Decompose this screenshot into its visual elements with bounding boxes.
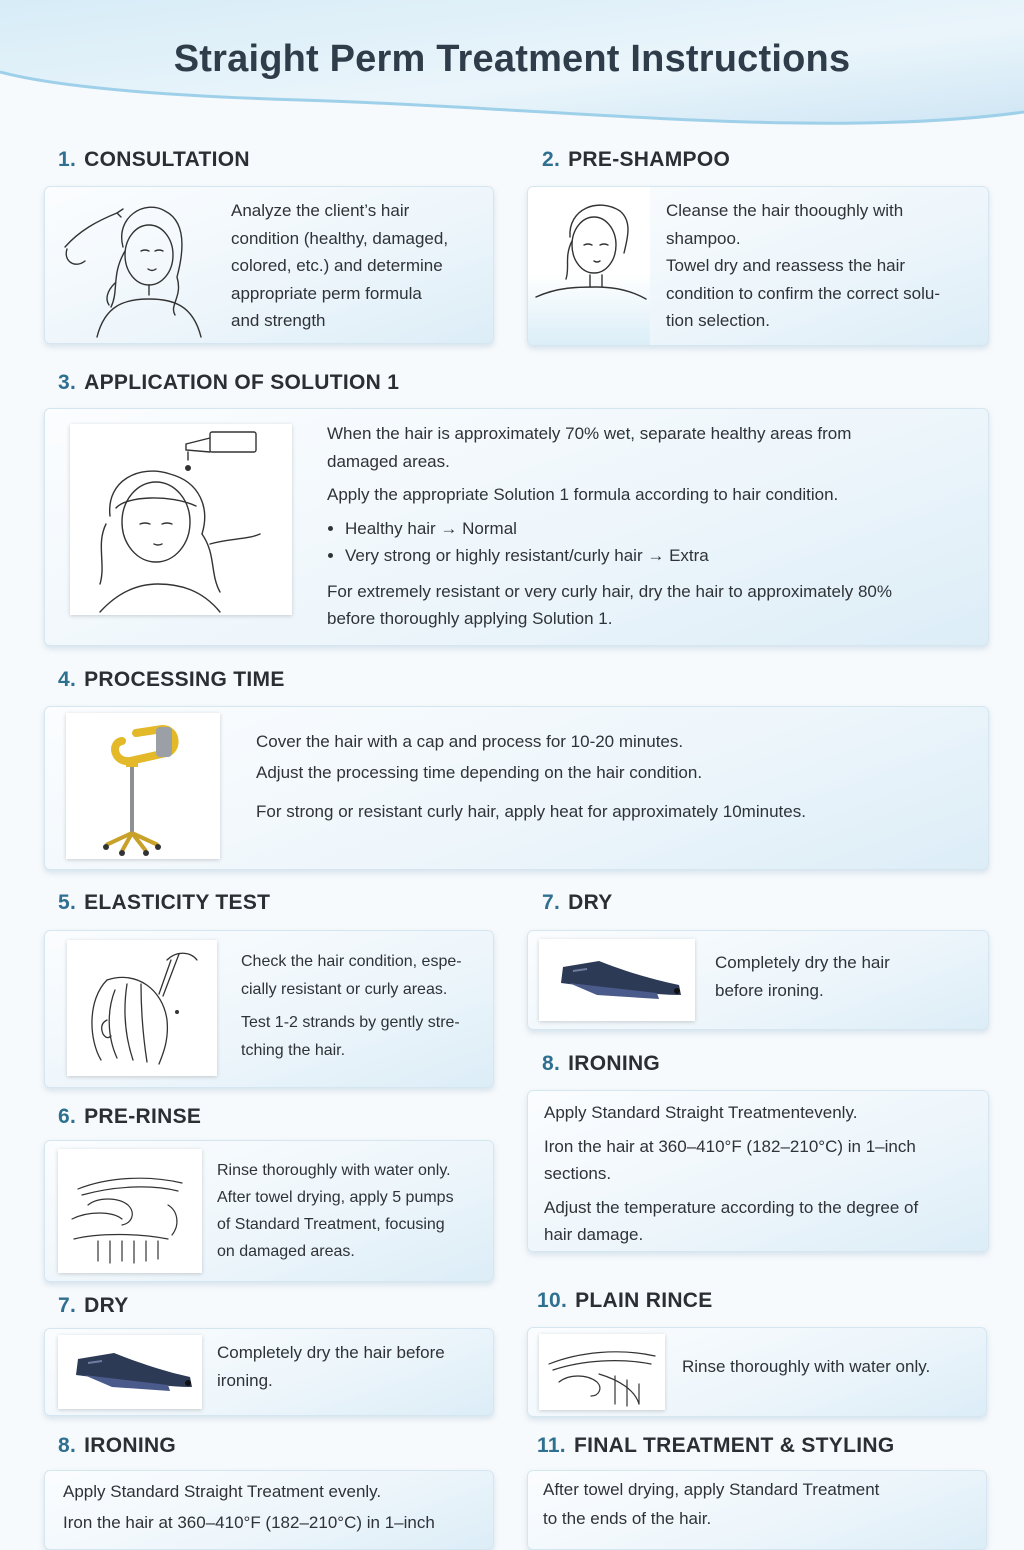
section-title-dry-right: 7. DRY bbox=[542, 891, 613, 914]
final-treatment-text: After towel drying, apply Standard Treatment to the ends of the hair. bbox=[543, 1480, 880, 1528]
flat-iron-icon bbox=[539, 939, 695, 1021]
card-application bbox=[44, 408, 989, 646]
section-title-pre-shampoo: 2. PRE-SHAMPOO bbox=[542, 148, 731, 171]
solution-application-sketch-icon bbox=[70, 424, 292, 615]
application-text: When the hair is approximately 70% wet, separate healthy areas from damaged areas. Apply the appropriate Solution 1 formula according to hair condition. • Healthy hair → Normal • Very strong or highly resistant/curly hair → Extra For extremely resistant or very curly hair, dry the hair to approximately 80% before thoroughly applying Solution 1. bbox=[327, 420, 892, 633]
card-consultation bbox=[44, 186, 494, 344]
section-title-plain-rince: 10. PLAIN RINCE bbox=[537, 1289, 713, 1312]
card-elasticity-test bbox=[44, 930, 494, 1088]
card-final-treatment bbox=[527, 1470, 987, 1550]
processing-time-text: Cover the hair with a cap and process for 10-20 minutes. Adjust the processing time depending on the hair condition. For strong or resistant curly hair, apply heat for approximately 10minutes. bbox=[256, 732, 806, 821]
plain-rinse-sketch-icon bbox=[539, 1334, 665, 1410]
section-title-ironing-right: 8. IRONING bbox=[542, 1052, 661, 1075]
section-title-pre-rinse: 6. PRE-RINSE bbox=[58, 1105, 202, 1128]
consultation-sketch-icon bbox=[45, 187, 213, 343]
section-title-consultation: 1. CONSULTATION bbox=[58, 148, 250, 171]
card-ironing-right bbox=[527, 1090, 989, 1252]
card-ironing-left bbox=[44, 1470, 494, 1550]
card-dry-left bbox=[44, 1328, 494, 1416]
flat-iron-icon bbox=[58, 1335, 202, 1409]
elasticity-test-text: Check the hair condition, espe- cially resistant or curly areas. Test 1-2 strands by gently stre- tching the hair. bbox=[241, 953, 462, 1059]
pre-shampoo-text: Cleanse the hair thooughly with shampoo. Towel dry and reassess the hair condition to confirm the correct solu- tion selection. bbox=[666, 201, 941, 330]
card-pre-rinse bbox=[44, 1140, 494, 1282]
section-title-application: 3. APPLICATION OF SOLUTION 1 bbox=[58, 371, 400, 394]
pre-rinse-text: Rinse thoroughly with water only. After towel drying, apply 5 pumps of Standard Treatment, focusing on damaged areas. bbox=[217, 1162, 454, 1260]
elasticity-test-sketch-icon bbox=[67, 940, 217, 1076]
ironing-right-text: Apply Standard Straight Treatmentevenly. Iron the hair at 360–410°F (182–210°C) in 1–inch sections. Adjust the temperature according to the degree of hair damage. bbox=[544, 1103, 919, 1244]
rinse-sketch-icon bbox=[58, 1149, 202, 1273]
dry-left-text: Completely dry the hair before ironing. bbox=[217, 1343, 445, 1390]
plain-rince-text: Rinse thoroughly with water only. bbox=[682, 1357, 931, 1376]
card-plain-rince bbox=[527, 1327, 987, 1417]
section-title-ironing-left: 8. IRONING bbox=[58, 1434, 177, 1457]
dry-right-text: Completely dry the hair before ironing. bbox=[715, 953, 890, 1000]
shampoo-sketch-icon bbox=[528, 187, 650, 345]
card-processing-time bbox=[44, 706, 989, 870]
card-pre-shampoo bbox=[527, 186, 989, 346]
section-title-processing-time: 4. PROCESSING TIME bbox=[58, 668, 285, 691]
card-dry-right bbox=[527, 930, 989, 1030]
hair-steamer-icon bbox=[66, 713, 220, 859]
section-title-final-treatment: 11. FINAL TREATMENT & STYLING bbox=[537, 1434, 895, 1457]
section-title-dry-left: 7. DRY bbox=[58, 1294, 129, 1317]
section-title-elasticity-test: 5. ELASTICITY TEST bbox=[58, 891, 271, 914]
page-title: Straight Perm Treatment Instructions bbox=[173, 38, 851, 80]
consultation-text: Analyze the client’s hair condition (healthy, damaged, colored, etc.) and determine appropriate perm formula and strength bbox=[231, 201, 449, 330]
ironing-left-text: Apply Standard Straight Treatment evenly. Iron the hair at 360–410°F (182–210°C) in 1–inch bbox=[63, 1482, 435, 1532]
